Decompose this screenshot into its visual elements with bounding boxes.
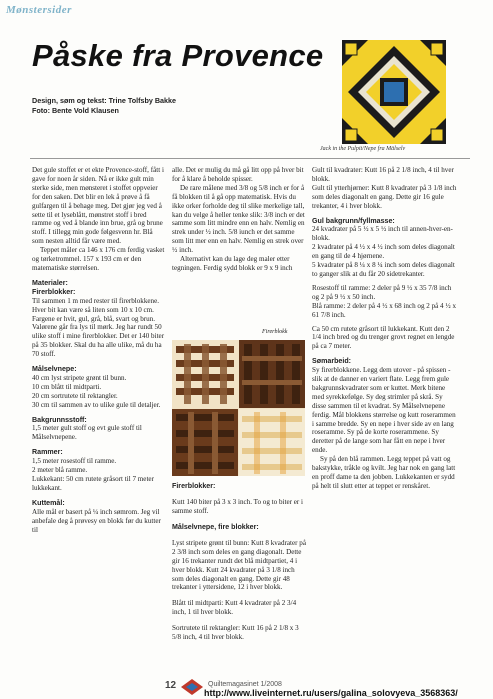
gul-bakgrunn-heading: Gul bakgrunn/fyllmasse: xyxy=(312,216,395,225)
page-title: Påske fra Provence xyxy=(32,38,324,73)
firerblokk-image xyxy=(172,340,305,476)
rammer-line: 1,5 meter rosestoff til ramme. xyxy=(32,457,117,466)
credits-design: Design, søm og tekst: Trine Tolfsby Bakke xyxy=(32,96,177,105)
page-footer xyxy=(0,674,493,699)
firerblokker-cut-heading: Firerblokker: xyxy=(172,482,216,490)
somarbeid-text: Sy på den blå rammen. Legg teppet på vatt og bakstykke, tråkle og kvilt. Jeg har nok en gang latt en proff dame ta den jobben. Lukkekanten er sydd på helt til slutt etter at teppet er renskåret. xyxy=(312,455,456,490)
intro-paragraph: Det gule stoffet er et ekte Provence-stoff, fått i gave for noen år siden. Nå er ikke gult min sterke side, men mønsteret i stoffet oppveier for den saken. Det blir en lek å prøve å få gulfargen til å behage meg. Det gjør jeg ved å sette til et lyseblått, mønstret stoff i bred ramme og ved å blande inn brue, grå og brune stoff. I tillegg min gode følgesvenn hr. Blå som nesten alltid får være med. xyxy=(32,166,164,246)
bla-ramme-text: Blå ramme: 2 deler på 4 ½ x 68 inch og 2 på 4 ½ x 61 7/8 inch. xyxy=(312,301,457,319)
gul-bakgrunn-line: 2 kvadrater på 4 ½ x 4 ½ inch som deles diagonalt en gang til de 4 hjørnene. xyxy=(312,243,455,261)
column-2 xyxy=(172,166,306,273)
malselvnepe-cut-heading: Målselvnepe, fire blokker: xyxy=(172,522,259,531)
top-figure-caption: Jack in the Pulpit/Nepe fra Mälselv xyxy=(320,146,406,152)
gul-bakgrunn-line: 5 kvadrater på 8 ¼ x 8 ¼ inch som deles diagonalt to ganger slik at du får 20 sidetrekanter. xyxy=(312,261,455,278)
col2-paragraph: De rare målene med 3/8 og 5/8 inch er for å få blokken til å gå opp matematisk. Hvis du ikke orker forholde deg til slike merkelige tall, kan du velge å heller tenke slik: 3/8 inch er det samme som litt mindre enn en halv. Nemlig en strek under ½ inch. 5/8 iunch er det samme som litt mer enn en halv. Nemlig en strek over ½ inch. xyxy=(172,183,305,255)
somarbeid-text: Sy firerblokkene. Legg dem utover - på spissen - slik at de danner en variert flate. Legg frem gule bakgrunnskvadrater som er kuttet. Merk bitene med syrekkefølge. Sy deg strimler på skrå. Sy disse sammen til et kvadrat. Sy Målselvnepene ferdig. Mål blokkens størrelse og kutt roserammen i samme bredde. Sy en nepe i hver side av en lang roseramme. Sy på de korte roserammene. Sy deretter på de lange som har fått en nepe i hver ende. xyxy=(312,366,456,455)
credits-photo: Foto: Bente Vold Klausen xyxy=(32,106,119,115)
gul-bakgrunn-line: 24 kvadrater på 5 ½ x 5 ½ inch til annen-hver-en-blokk. xyxy=(312,225,453,243)
malselvnepe-cut-text: Blått til midtparti: Kutt 4 kvadrater på 2 3/4 inch, 1 til hver blokk. xyxy=(172,599,297,617)
column-1 xyxy=(32,166,166,534)
malselvnepe-line: 10 cm blått til midtparti. xyxy=(32,382,102,391)
section-label: Mønstersider xyxy=(6,4,72,16)
page-number: 12 xyxy=(165,680,177,691)
firerblokker-cut-text: Kutt 140 biter på 3 x 3 inch. To og to biter er i samme stoff. xyxy=(172,498,303,515)
kuttemal-text: Alle mål er basert på ¼ inch sømrom. Jeg vil anbefale deg å prøvesy en blokk før du kutter til xyxy=(32,507,161,534)
malselvnepe-heading: Målselvnepe: xyxy=(32,365,77,374)
firerblokker-heading: Firerblokker: xyxy=(32,287,76,296)
rammer-line: Lukkekant: 50 cm rutete gråsort til 7 meter lukkekant. xyxy=(32,475,154,492)
jack-in-the-pulpit-block-image xyxy=(342,40,446,144)
section-tag xyxy=(6,4,72,16)
credits xyxy=(32,96,176,116)
kuttemal-heading: Kuttemål: xyxy=(32,498,65,507)
malselvnepe-line: 30 cm til sammen av to ulike gule til detaljer. xyxy=(32,400,161,409)
materials-heading: Materialer: xyxy=(32,278,68,287)
malselvnepe-cut-text: Lyst stripete grønt til bunn: Kutt 8 kvadrater på 2 3/8 inch som deles en gang diagonalt. Dette gir 16 trekanter rundt det blå midtpartiet, 4 i hver blokk. Kutt 24 kvadrater på 3 1/8 inch som deles diagonalt en gang. Dette gir 48 trekanter i yttersidene, 12 i hver blokk. xyxy=(172,538,306,592)
col3-paragraph: Gult til ytterhjørner: Kutt 8 kvadrater på 3 1/8 inch som deles diagonalt en gang. Dette gir 16 gule trekanter, 4 i hver blokk. xyxy=(312,183,457,210)
rammer-heading: Rammer: xyxy=(32,448,63,457)
col2-paragraph: Alternativt kan du lage deg maler etter tegningen. Ferdig sydd blokk er 9 x 9 inch xyxy=(172,255,293,272)
magazine-logo-icon xyxy=(179,678,205,696)
malselvnepe-line: 20 cm sortrutete til rektangler. xyxy=(32,391,118,400)
column-2-lower xyxy=(172,482,306,649)
divider xyxy=(30,158,470,159)
size-paragraph: Teppet måler ca 146 x 176 cm ferdig vasket og tørketrommel. 157 x 193 cm er den matematiske størrelsen. xyxy=(32,246,165,272)
mid-figure-caption: Firerblokk xyxy=(262,329,288,335)
rammer-line: 2 meter blå ramme. xyxy=(32,466,88,475)
malselvnepe-line: 40 cm lyst stripete grønt til bunn. xyxy=(32,373,127,382)
bakgrunn-text: 1,5 meter gult stoff og evt gule stoff til Målselvnepene. xyxy=(32,424,142,442)
bakgrunn-heading: Bakgrunnsstoff: xyxy=(32,415,87,424)
col3-paragraph: Gult til kvadrater: Kutt 16 på 2 1/8 inch, 4 til hver blokk. xyxy=(312,166,454,183)
malselvnepe-cut-text: Sortrutete til rektangler: Kutt 16 på 2 1/8 x 3 5/8 inch, 4 til hver blokk. xyxy=(172,624,299,642)
column-3 xyxy=(312,166,458,491)
somarbeid-heading: Sømarbeid: xyxy=(312,357,352,366)
lukkekant-text: Ca 50 cm rutete gråsort til lukkekant. Kutt den 2 1/4 inch bred og du trenger grovt regnet en lengde på ca 7 meter. xyxy=(312,324,455,351)
magazine-name: Quiltemagasinet 1/2008 xyxy=(208,681,282,688)
firerblokker-text: Til sammen 1 m med rester til firerblokkene. Hver bit kan være så liten som 10 x 10 cm. Fargene er hvit, gul, grå, blå, svart og brun. Valørene går fra lys til mørk. Jeg har rundt 50 ulike stoff i mine firerblokker. Det er 140 biter på 35 blokker. Skal du ha alle ulike, må du ha 70 stoff. xyxy=(32,296,165,359)
rosestoff-text: Rosestoff til ramme: 2 deler på 9 ½ x 35 7/8 inch og 2 på 9 ½ x 50 inch. xyxy=(312,283,452,301)
watermark-url: http://www.liveinternet.ru/users/galina_solovyeva_3568363/ xyxy=(204,688,458,698)
col2-paragraph: alle. Det er mulig du må gå litt opp på hver bit for å klare å beholde spisser. xyxy=(172,166,304,183)
